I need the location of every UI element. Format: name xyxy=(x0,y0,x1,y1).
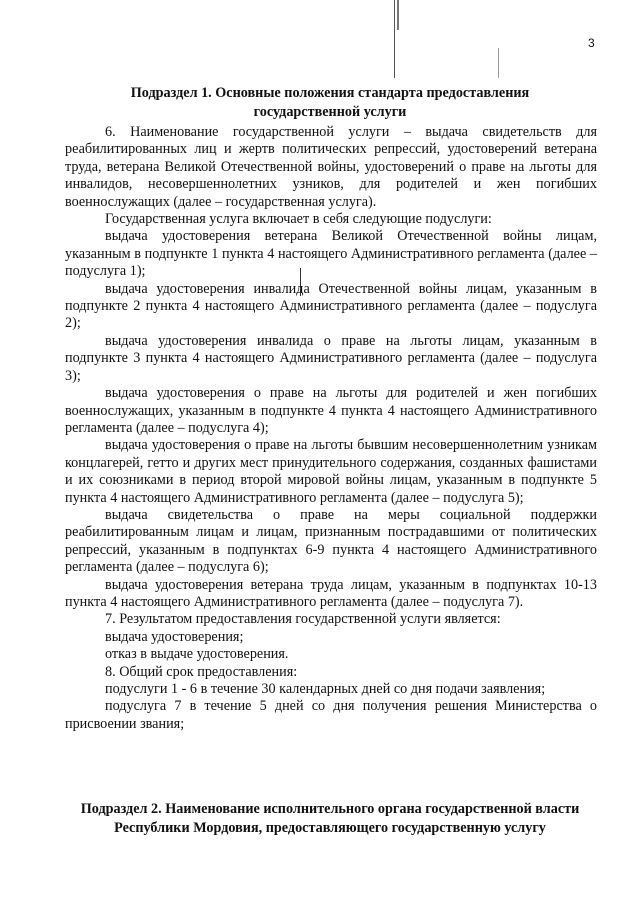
page-number: 3 xyxy=(588,36,595,50)
paragraph: 6. Наименование государственной услуги – выдача свидетельств для реабилитированных лиц и жертв политических репрессий, удостоверений ветерана труда, ветерана Великой Отечественной войны, удостоверений о праве на льготы для инвалидов, несовершеннолетних узников, для родителей и жен погибших военнослужащих (далее – государственная услуга). xyxy=(65,124,597,210)
subsection-2-title-line: Республики Мордовия, предоставляющего государственную услугу xyxy=(114,820,546,836)
paragraph: выдача удостоверения ветерана Великой Отечественной войны лицам, указанным в подпункте 1 пункта 4 настоящего Административного регламента (далее – подуслуга 1); xyxy=(65,228,597,280)
scan-artifact-line xyxy=(498,48,499,78)
paragraph: выдача удостоверения инвалида о праве на льготы лицам, указанным в подпункте 3 пункта 4 настоящего Административного регламента (далее – подуслуга 3); xyxy=(65,332,597,384)
paragraph: выдача удостоверения; xyxy=(105,628,244,645)
subsection-1-title-line: государственной услуги xyxy=(253,104,407,120)
paragraph: Государственная услуга включает в себя следующие подуслуги: xyxy=(105,211,492,228)
paragraph: выдача свидетельства о праве на меры социальной поддержки реабилитированным лицам и лицам, признанным пострадавшими от политических репрессий, указанным в подпунктах 6-9 пункта 4 настоящего Административного регламента (далее – подуслуга 6); xyxy=(65,506,597,576)
scan-artifact-line xyxy=(397,0,399,30)
document-body xyxy=(65,124,597,733)
paragraph: отказ в выдаче удостоверения. xyxy=(105,646,289,663)
subsection-2-title xyxy=(40,800,620,838)
paragraph: выдача удостоверения инвалида Отечественной войны лицам, указанным в подпункте 2 пункта 4 настоящего Административного регламента (далее – подуслуга 2); xyxy=(65,280,597,332)
paragraph: подуслуга 7 в течение 5 дней со дня получения решения Министерства о присвоении звания; xyxy=(65,698,597,732)
subsection-1-title-line: Подраздел 1. Основные положения стандарта предоставления xyxy=(130,85,530,101)
subsection-2-title-line: Подраздел 2. Наименование исполнительного органа государственной власти xyxy=(80,801,580,817)
paragraph: подуслуги 1 - 6 в течение 30 календарных дней со дня подачи заявления; xyxy=(105,681,546,697)
scan-artifact-line xyxy=(394,0,395,78)
paragraph: 8. Общий срок предоставления: xyxy=(105,663,298,680)
subsection-1-title xyxy=(60,84,600,122)
paragraph: выдача удостоверения о праве на льготы бывшим несовершеннолетним узникам концлагерей, гетто и других мест принудительного содержания, созданных фашистами и их союзниками в период второй мировой войны лицам, указанным в подпункте 5 пункта 4 настоящего Административного регламента (далее – подуслуга 5); xyxy=(65,437,597,506)
paragraph: 7. Результатом предоставления государственной услуги является: xyxy=(105,611,501,628)
paragraph: выдача удостоверения ветерана труда лицам, указанным в подпунктах 10-13 пункта 4 настоящего Административного регламента (далее – подуслуга 7). xyxy=(65,576,597,610)
paragraph: выдача удостоверения о праве на льготы для родителей и жен погибших военнослужащих, указанным в подпункте 4 пункта 4 настоящего Административного регламента (далее – подуслуга 4); xyxy=(65,385,597,436)
